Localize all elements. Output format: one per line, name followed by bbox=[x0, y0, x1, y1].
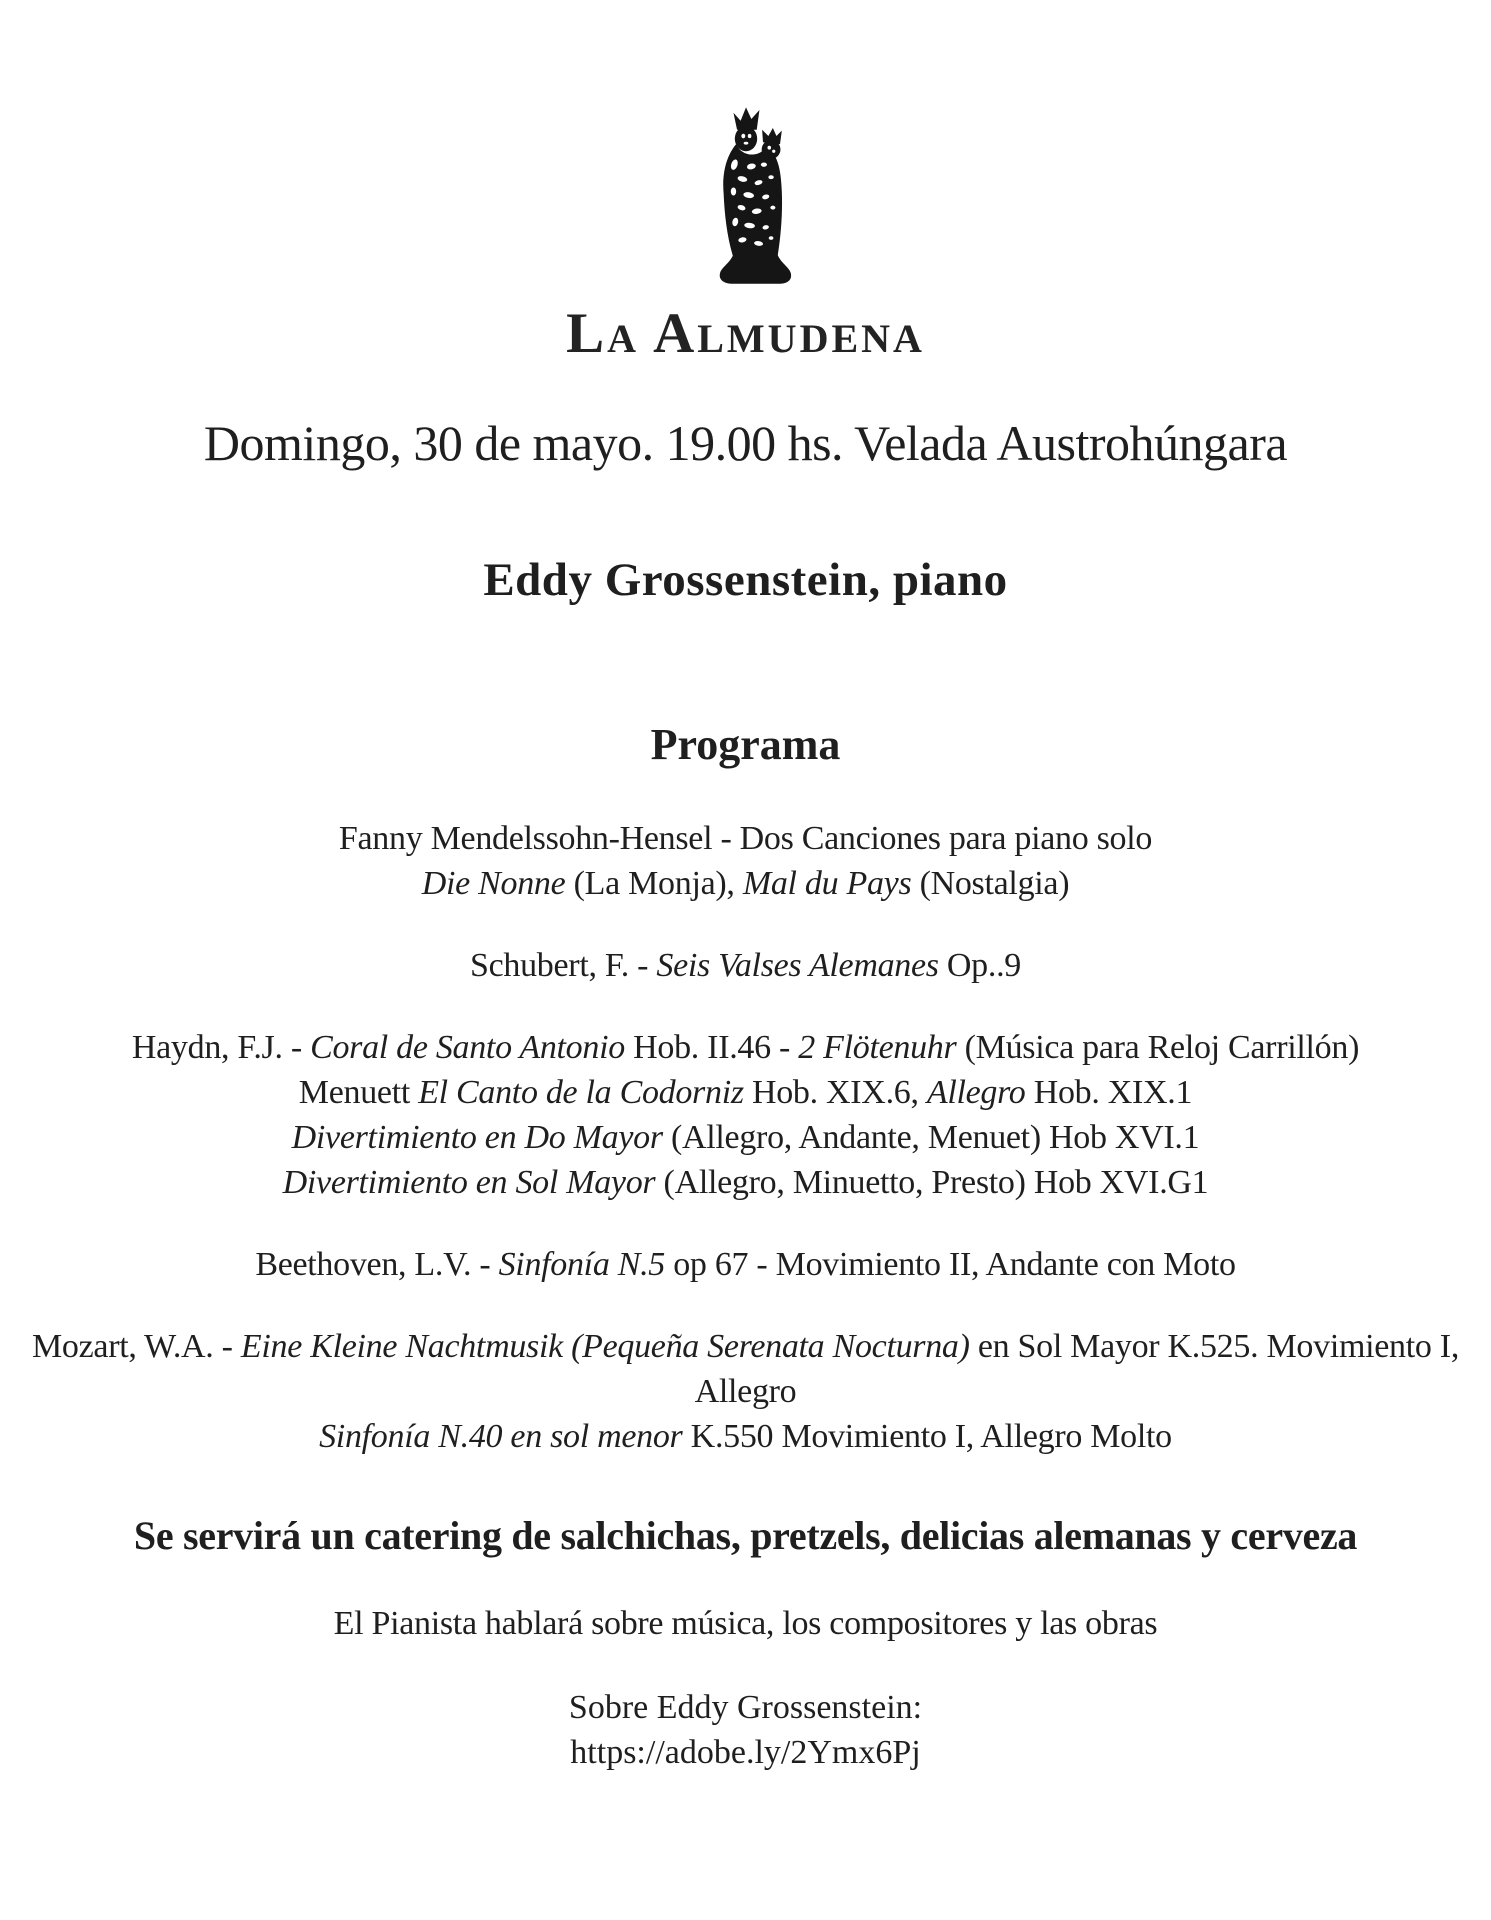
program-block bbox=[0, 816, 1491, 906]
program-text: Fanny Mendelssohn-Hensel - Dos Canciones para piano solo bbox=[338, 819, 1153, 857]
work-title-italic: Seis Valses Alemanes bbox=[656, 946, 939, 984]
program-line bbox=[0, 1242, 1491, 1287]
program-text: (Allegro, Minuetto, Presto) Hob XVI.G1 bbox=[655, 1163, 1209, 1201]
program-line bbox=[0, 1070, 1491, 1115]
about-url-link[interactable]: https://adobe.ly/2Ymx6Pj bbox=[570, 1733, 921, 1771]
program-line bbox=[0, 1160, 1491, 1205]
program-text: Mozart, W.A. - bbox=[31, 1327, 241, 1365]
program-text: (Música para Reloj Carrillón) bbox=[956, 1028, 1360, 1066]
program-line bbox=[0, 1115, 1491, 1160]
program-text: (La Monja), bbox=[565, 864, 743, 902]
program-block bbox=[0, 1025, 1491, 1205]
program-text: Menuett bbox=[298, 1073, 419, 1111]
work-title-italic: Sinfonía N.5 bbox=[498, 1245, 666, 1283]
catering-note: Se servirá un catering de salchichas, pretzels, delicias alemanas y cerveza bbox=[133, 1512, 1358, 1558]
work-title-italic: Allegro bbox=[926, 1073, 1026, 1111]
event-date-line: Domingo, 30 de mayo. 19.00 hs. Velada Austrohúngara bbox=[203, 414, 1288, 471]
program-text: Schubert, F. - bbox=[470, 946, 657, 984]
program-block bbox=[0, 943, 1491, 988]
about-section bbox=[0, 1685, 1491, 1775]
program-text: Beethoven, L.V. - bbox=[255, 1245, 499, 1283]
program-text: Op..9 bbox=[938, 946, 1021, 984]
program-block bbox=[0, 1324, 1491, 1459]
program-line bbox=[0, 861, 1491, 906]
program-line bbox=[0, 816, 1491, 861]
work-title-italic: Eine Kleine Nachtmusik (Pequeña Serenata Nocturna) bbox=[240, 1327, 970, 1365]
program-text: (Nostalgia) bbox=[911, 864, 1070, 902]
program-text: K.550 Movimiento I, Allegro Molto bbox=[682, 1417, 1172, 1455]
program-line bbox=[0, 1025, 1491, 1070]
talk-note: El Pianista hablará sobre música, los compositores y las obras bbox=[333, 1604, 1158, 1642]
work-title-italic: Divertimiento en Do Mayor bbox=[291, 1118, 663, 1156]
program-heading: Programa bbox=[650, 719, 841, 769]
program-block bbox=[0, 1242, 1491, 1287]
program-text: op 67 - Movimiento II, Andante con Moto bbox=[665, 1245, 1236, 1283]
work-title-italic: Sinfonía N.40 en sol menor bbox=[319, 1417, 683, 1455]
madonna-statue-icon bbox=[690, 102, 802, 290]
program-text: Hob. XIX.6, bbox=[743, 1073, 927, 1111]
program-line bbox=[0, 1414, 1491, 1459]
program-text: en Sol Mayor K.525. Movimiento I, Allegro bbox=[694, 1327, 1460, 1410]
venue-title: La Almudena bbox=[566, 302, 925, 365]
program-line bbox=[0, 943, 1491, 988]
program-text: (Allegro, Andante, Menuet) Hob XVI.1 bbox=[662, 1118, 1200, 1156]
program-text: Hob. XIX.1 bbox=[1025, 1073, 1193, 1111]
work-title-italic: 2 Flötenuhr bbox=[798, 1028, 957, 1066]
work-title-italic: Die Nonne bbox=[421, 864, 566, 902]
work-title-italic: Coral de Santo Antonio bbox=[310, 1028, 625, 1066]
program-list bbox=[0, 816, 1491, 1459]
about-label: Sobre Eddy Grossenstein: bbox=[568, 1688, 923, 1726]
program-text: Haydn, F.J. - bbox=[131, 1028, 311, 1066]
work-title-italic: Mal du Pays bbox=[742, 864, 912, 902]
work-title-italic: El Canto de la Codorniz bbox=[418, 1073, 744, 1111]
program-text: Hob. II.46 - bbox=[624, 1028, 799, 1066]
program-line bbox=[0, 1324, 1491, 1414]
work-title-italic: Divertimiento en Sol Mayor bbox=[282, 1163, 656, 1201]
performer-name: Eddy Grossenstein, piano bbox=[483, 553, 1008, 606]
